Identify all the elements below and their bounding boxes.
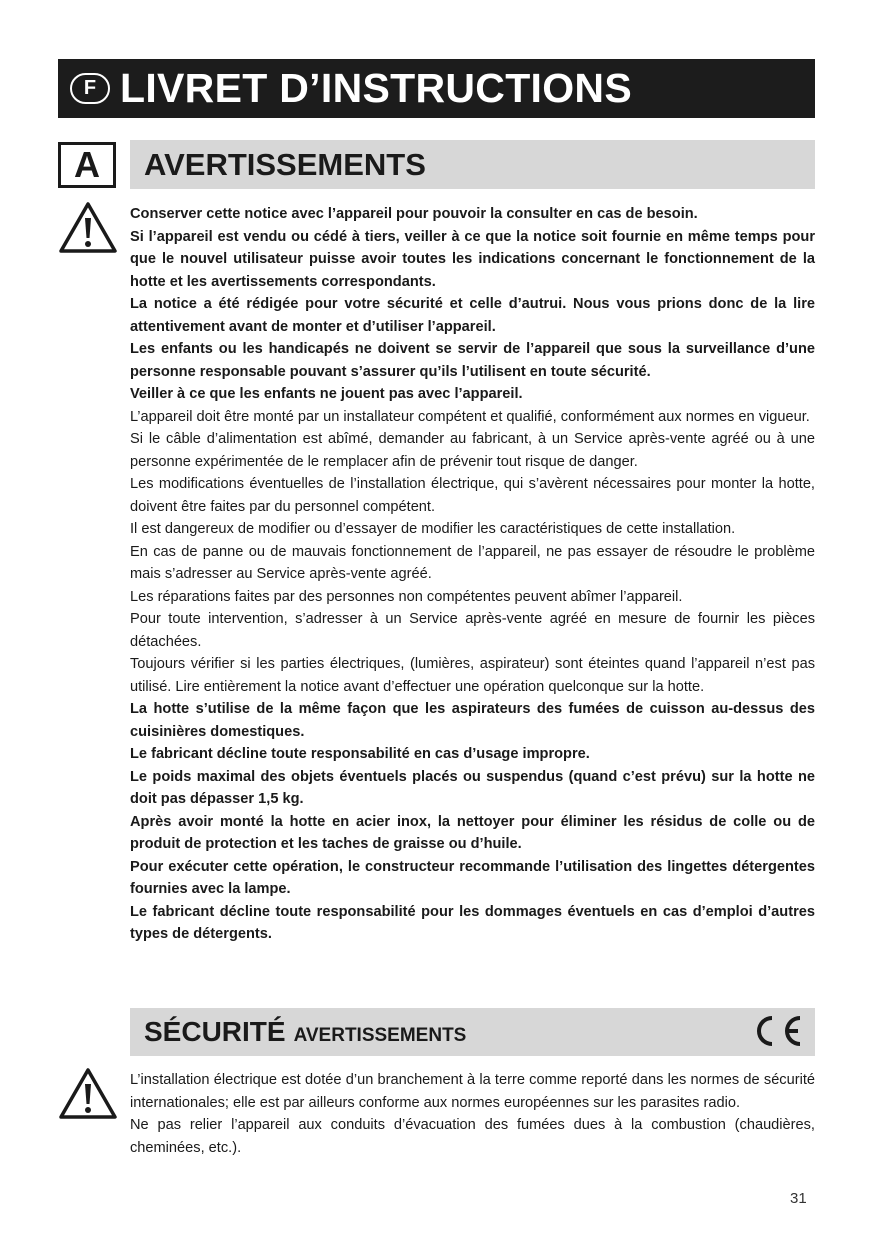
paragraph: Les modifications éventuelles de l’installation électrique, qui s’avèrent nécessaires pour monter la hotte, doivent être faites par du personnel compétent. xyxy=(130,476,815,515)
paragraph: L’appareil doit être monté par un installateur compétent et qualifié, conformément aux normes en vigueur. xyxy=(130,408,810,425)
warning-triangle-icon xyxy=(58,200,118,254)
page-number: 31 xyxy=(790,1190,807,1207)
section-subtitle-avertissements: AVERTISSEMENTS xyxy=(293,1025,467,1046)
paragraph: Pour exécuter cette opération, le constructeur recommande l’utilisation des lingettes détergentes fournies avec la lampe. xyxy=(130,858,815,897)
paragraph: La notice a été rédigée pour votre sécurité et celle d’autrui. Nous vous prions donc de la lire attentivement avant de monter et d’utiliser l’appareil. xyxy=(130,296,815,335)
securite-text xyxy=(130,1069,815,1159)
paragraph: Si le câble d’alimentation est abîmé, demander au fabricant, à un Service après-vente agréé ou à une personne expérimentée de le remplacer afin de prévenir tout risque de danger. xyxy=(130,431,815,470)
paragraph: Pour toute intervention, s’adresser à un Service après-vente agréé en mesure de fournir les pièces détachées. xyxy=(130,611,815,650)
paragraph: Conserver cette notice avec l’appareil pour pouvoir la consulter en cas de besoin. xyxy=(130,206,698,222)
paragraph: Veiller à ce que les enfants ne jouent pas avec l’appareil. xyxy=(130,386,523,402)
paragraph: Le poids maximal des objets éventuels placés ou suspendus (quand c’est prévu) sur la hotte ne doit pas dépasser 1,5 kg. xyxy=(130,768,815,807)
paragraph: Le fabricant décline toute responsabilité en cas d’usage impropre. xyxy=(130,746,590,762)
paragraph: Si l’appareil est vendu ou cédé à tiers, veiller à ce que la notice soit fournie en même temps pour que le nouvel utilisateur puisse avoir toutes les indications concernant le fonctionnement de la hotte et les avertissements correspondants. xyxy=(130,228,815,290)
section-header-avertissements xyxy=(130,140,815,189)
paragraph: Après avoir monté la hotte en acier inox, la nettoyer pour éliminer les résidus de colle ou de produit de protection et les taches de graisse ou d’huile. xyxy=(130,813,815,852)
paragraph: Ne pas relier l’appareil aux conduits d’évacuation des fumées dues à la combustion (chaudières, cheminées, etc.). xyxy=(130,1117,815,1156)
paragraph: Le fabricant décline toute responsabilité pour les dommages éventuels en cas d’emploi d’autres types de détergents. xyxy=(130,903,815,942)
paragraph: Les enfants ou les handicapés ne doivent se servir de l’appareil que sous la surveillance d’une personne responsable pouvant s’assurer qu’ils l’utilisent en toute sécurité. xyxy=(130,341,815,380)
paragraph: Les réparations faites par des personnes non compétentes peuvent abîmer l’appareil. xyxy=(130,588,683,605)
paragraph: L’installation électrique est dotée d’un branchement à la terre comme reporté dans les normes de sécurité internationales; elle est par ailleurs conforme aux normes européennes sur les parasites radio. xyxy=(130,1072,815,1111)
avertissements-text xyxy=(130,203,815,946)
paragraph: En cas de panne ou de mauvais fonctionnement de l’appareil, ne pas essayer de résoudre le problème mais s’adresser au Service après-vente agréé. xyxy=(130,543,815,582)
language-badge: F xyxy=(70,73,110,104)
warning-triangle-icon xyxy=(58,1066,118,1120)
document-title: LIVRET D’INSTRUCTIONS xyxy=(120,65,632,111)
paragraph: Il est dangereux de modifier ou d’essayer de modifier les caractéristiques de cette installation. xyxy=(130,521,736,537)
paragraph: La hotte s’utilise de la même façon que les aspirateurs des fumées de cuisson au-dessus des cuisinières domestiques. xyxy=(130,701,815,740)
paragraph: Toujours vérifier si les parties électriques, (lumières, aspirateur) sont éteintes quand l’appareil n’est pas utilisé. Lire entièrement la notice avant d’effectuer une opération quelconque sur la hotte. xyxy=(130,656,815,695)
section-title: AVERTISSEMENTS xyxy=(144,146,426,182)
section-letter-badge: A xyxy=(58,142,116,188)
document-title-bar xyxy=(58,59,815,118)
section-header-securite xyxy=(130,1008,815,1056)
ce-mark-icon xyxy=(748,1013,804,1049)
section-title-securite: SÉCURITÉ xyxy=(144,1016,286,1047)
